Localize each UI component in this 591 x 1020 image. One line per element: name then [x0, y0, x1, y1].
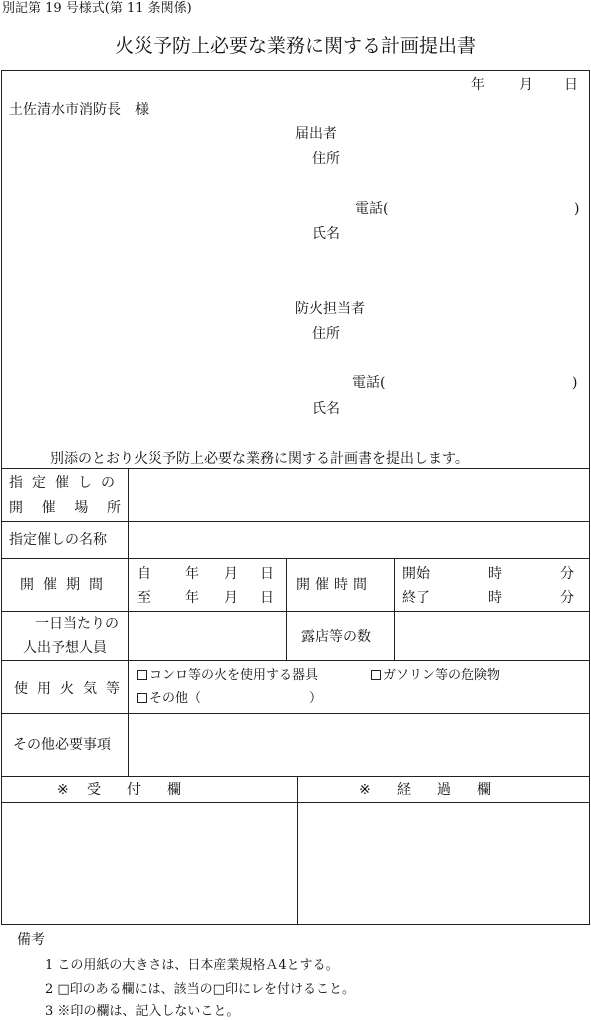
- fire-option-other-label: その他（: [149, 691, 202, 706]
- applicant-phone-close: ): [574, 201, 580, 217]
- venue-label-line2: 開催場所: [9, 500, 121, 516]
- applicant-address-label: 住所: [312, 151, 340, 167]
- fire-option-stove-label: コンロ等の火を使用する器具: [149, 668, 319, 683]
- addressee: 土佐清水市消防長 様: [9, 102, 149, 118]
- fire-officer-address-label: 住所: [312, 326, 340, 342]
- fire-officer-phone-close: ): [572, 375, 578, 391]
- venue-label-line1: 指定催しの: [9, 475, 124, 491]
- period-to-day: 日: [260, 590, 274, 606]
- table-top-line: [1, 468, 590, 469]
- column-line: [394, 558, 395, 660]
- attendance-label-line2: 人出予想人員: [23, 640, 107, 656]
- attendance-label-line1: 一日当たりの: [35, 616, 119, 632]
- stalls-label: 露店等の数: [301, 629, 371, 645]
- fire-option-other-close: ）: [309, 691, 323, 706]
- applicant-phone-open: 電話(: [355, 201, 389, 217]
- time-start-hour: 時: [488, 566, 502, 582]
- row-line: [1, 558, 590, 559]
- fire-officer-label: 防火担当者: [295, 301, 365, 317]
- row-line: [1, 521, 590, 522]
- reception-mark: ※: [57, 782, 69, 798]
- row-line: [1, 611, 590, 612]
- time-start-label: 開始: [402, 566, 430, 582]
- fire-officer-name-label: 氏名: [312, 401, 340, 417]
- time-end-label: 終了: [402, 590, 430, 606]
- row-line: [1, 776, 590, 777]
- progress-mark: ※: [359, 782, 371, 798]
- fire-option-hazmat[interactable]: [371, 667, 500, 684]
- note-item: 2 □印のある欄には、該当の□印にレを付けること。: [45, 982, 355, 997]
- period-label: 開催期間: [20, 577, 112, 593]
- period-from-day: 日: [260, 566, 274, 582]
- form-number: 別記第 19 号様式(第 11 条関係): [2, 1, 192, 16]
- fire-option-other[interactable]: [137, 690, 201, 707]
- submission-statement: 別添のとおり火災予防上必要な業務に関する計画書を提出します。: [50, 451, 469, 467]
- time-label: 開催時間: [296, 577, 372, 593]
- period-to: 至: [137, 590, 151, 606]
- checkbox-icon[interactable]: [371, 670, 381, 680]
- note-item: 3 ※印の欄は、記入しないこと。: [45, 1004, 240, 1019]
- checkbox-icon[interactable]: [137, 693, 147, 703]
- period-from: 自: [137, 566, 151, 582]
- document-title: 火災予防上必要な業務に関する計画提出書: [114, 35, 476, 57]
- date-year: 年: [471, 77, 485, 93]
- note-item: 1 この用紙の大きさは、日本産業規格Ａ4とする。: [45, 958, 339, 973]
- row-line: [1, 802, 590, 803]
- progress-header: 経過欄: [397, 782, 517, 798]
- fire-option-stove[interactable]: [137, 667, 318, 684]
- reception-header: 受付欄: [87, 782, 207, 798]
- applicant-name-label: 氏名: [312, 226, 340, 242]
- applicant-label: 届出者: [295, 126, 337, 142]
- notes-heading: 備考: [17, 932, 45, 948]
- fire-option-hazmat-label: ガソリン等の危険物: [383, 668, 501, 683]
- row-line: [1, 660, 590, 661]
- date-month: 月: [519, 77, 533, 93]
- period-from-year: 年: [185, 566, 199, 582]
- period-to-year: 年: [185, 590, 199, 606]
- row-line: [1, 713, 590, 714]
- period-to-month: 月: [224, 590, 238, 606]
- time-start-minute: 分: [560, 566, 574, 582]
- other-items-label: その他必要事項: [13, 737, 111, 753]
- date-day: 日: [564, 77, 578, 93]
- column-line: [286, 558, 287, 660]
- time-end-minute: 分: [560, 590, 574, 606]
- time-end-hour: 時: [488, 590, 502, 606]
- event-name-label: 指定催しの名称: [9, 532, 107, 548]
- label-column-line: [128, 468, 129, 776]
- period-from-month: 月: [224, 566, 238, 582]
- fire-officer-phone-open: 電話(: [352, 375, 386, 391]
- fire-use-label: 使用火気等: [14, 681, 129, 697]
- checkbox-icon[interactable]: [137, 670, 147, 680]
- reception-progress-divider: [297, 776, 298, 925]
